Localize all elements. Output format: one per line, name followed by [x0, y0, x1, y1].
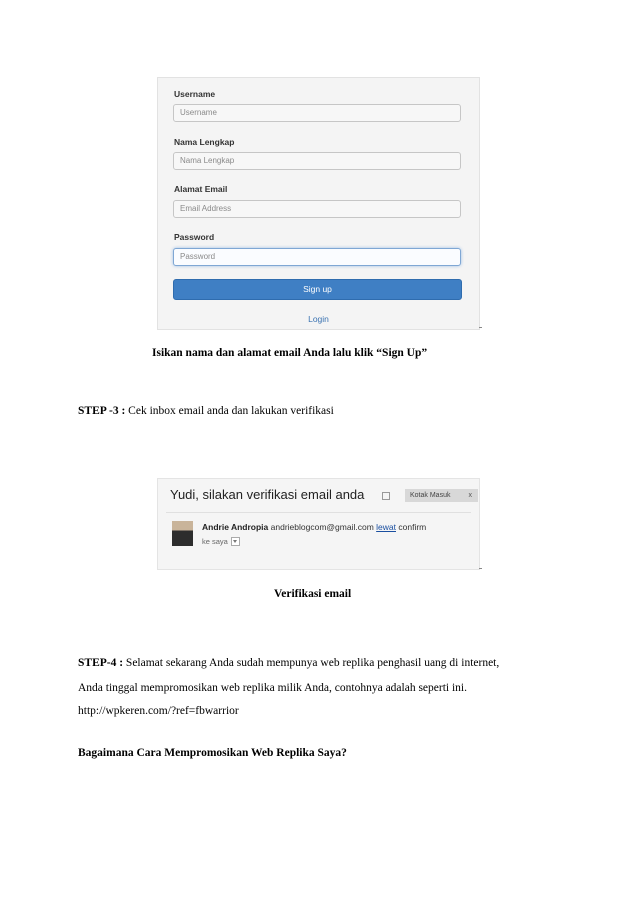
recipient-text: ke saya — [202, 537, 228, 546]
sender-suffix: confirm — [398, 522, 427, 532]
password-label: Password — [174, 232, 215, 242]
sender-email: andrieblogcom@gmail.com — [270, 522, 374, 532]
password-input[interactable]: Password — [173, 248, 461, 266]
email-screenshot — [157, 478, 480, 570]
step4-text-1: Selamat sekarang Anda sudah mempunya web replika penghasil uang di internet, — [125, 657, 500, 669]
fullname-label: Nama Lengkap — [174, 137, 235, 147]
step4-line1 — [78, 657, 499, 669]
username-input[interactable]: Username — [173, 104, 461, 122]
inbox-label-tag — [405, 489, 478, 502]
fullname-input[interactable]: Nama Lengkap — [173, 152, 461, 170]
login-link[interactable]: Login — [308, 314, 329, 324]
email-label: Alamat Email — [174, 184, 228, 194]
sender-name: Andrie Andropia — [202, 522, 269, 532]
divider-mark — [479, 327, 482, 328]
signup-caption: Isikan nama dan alamat email Anda lalu klik “Sign Up” — [152, 347, 428, 359]
avatar — [172, 521, 193, 546]
recipient-line — [202, 537, 240, 547]
step4-label: STEP-4 : — [78, 657, 126, 669]
step3-paragraph — [78, 405, 334, 417]
inbox-label-text: Kotak Masuk — [410, 492, 451, 499]
sender-line — [202, 522, 426, 532]
step4-line2: Anda tinggal mempromosikan web replika milik Anda, contohnya adalah seperti ini. — [78, 682, 467, 694]
via-link[interactable]: lewat — [376, 522, 396, 532]
sign-up-button[interactable]: Sign up — [173, 279, 462, 300]
username-label: Username — [174, 89, 216, 99]
step3-text: Cek inbox email anda dan lakukan verifikasi — [128, 405, 334, 417]
signup-form-screenshot — [157, 77, 480, 330]
referral-url[interactable]: http://wpkeren.com/?ref=fbwarrior — [78, 705, 239, 717]
divider-mark — [479, 568, 482, 569]
details-dropdown-icon[interactable] — [231, 537, 240, 546]
remove-label-icon[interactable]: x — [468, 492, 472, 499]
step3-label: STEP -3 : — [78, 405, 129, 417]
email-caption: Verifikasi email — [274, 588, 352, 600]
section-heading: Bagaimana Cara Mempromosikan Web Replika Saya? — [78, 747, 347, 759]
email-subject: Yudi, silakan verifikasi email anda — [170, 487, 365, 502]
email-divider — [166, 512, 471, 513]
email-input[interactable]: Email Address — [173, 200, 461, 218]
label-checkbox-icon[interactable] — [382, 492, 390, 500]
